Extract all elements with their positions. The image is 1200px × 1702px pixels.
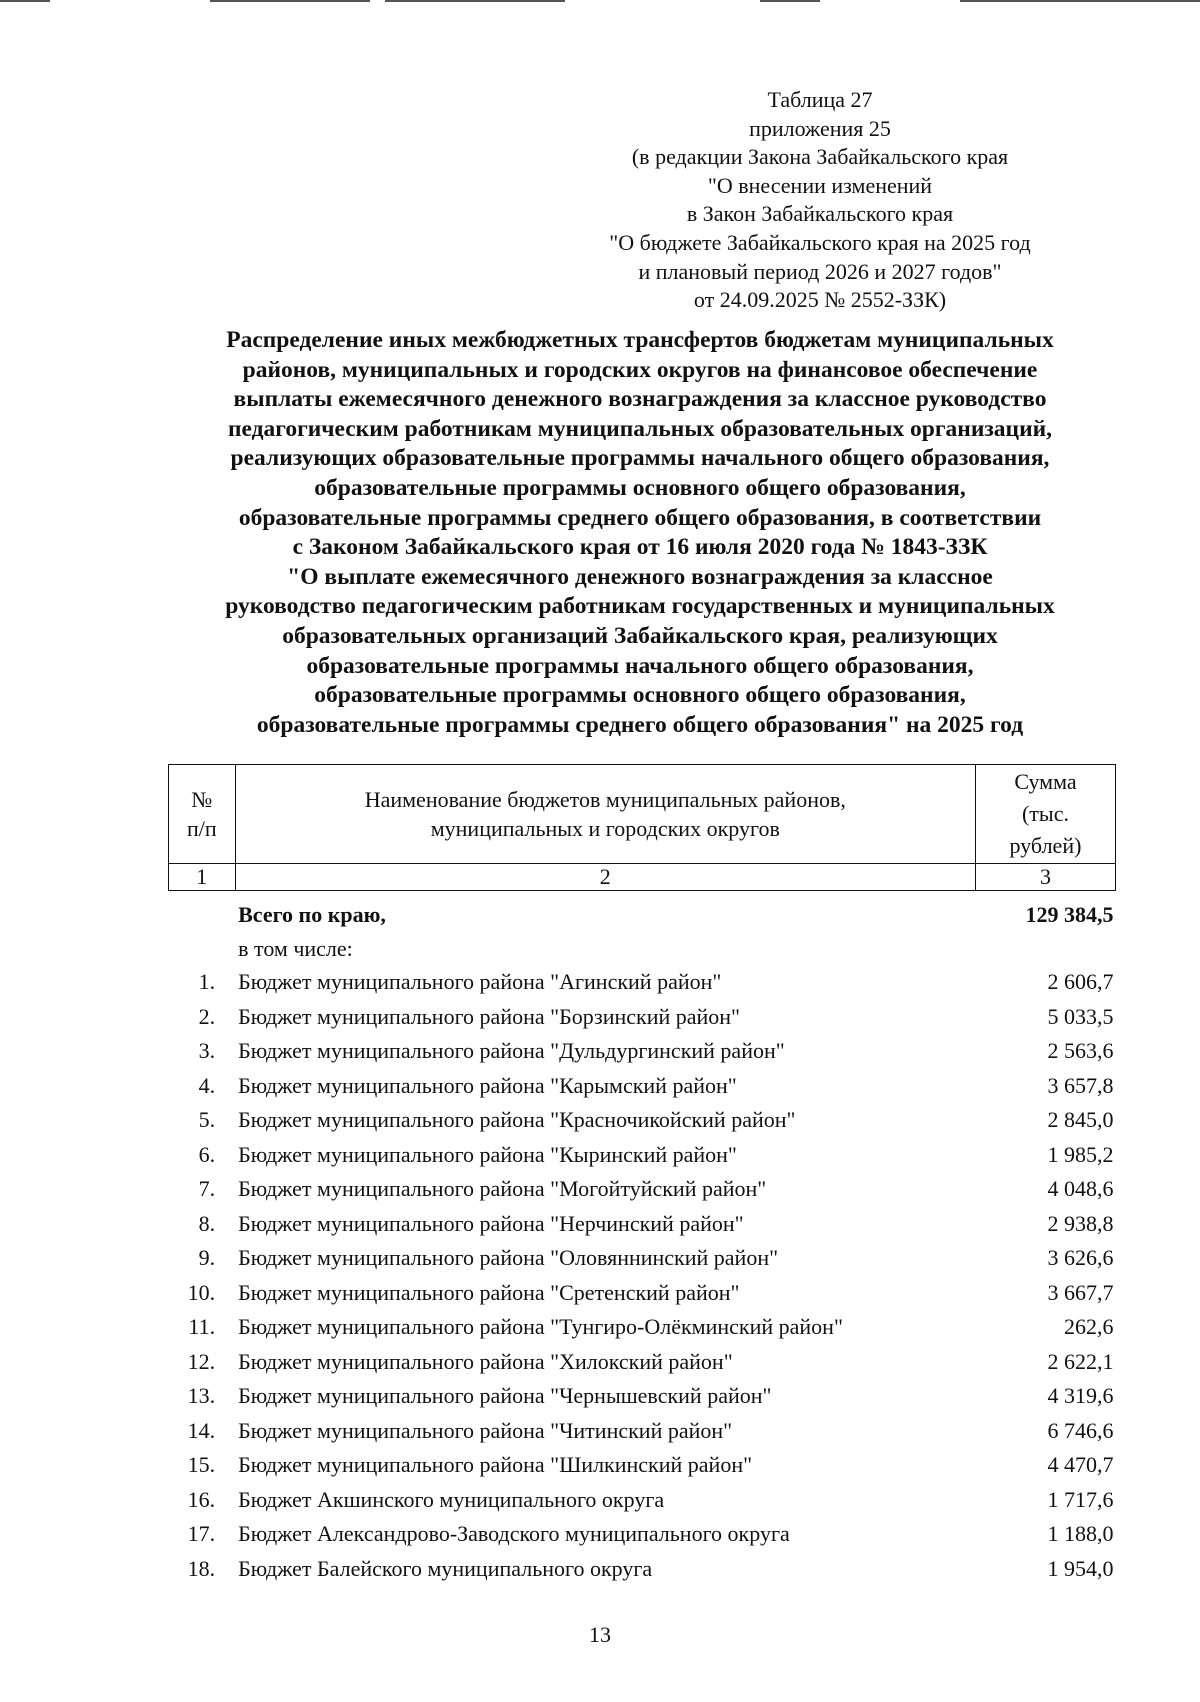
- row-number: 15.: [187, 1452, 216, 1477]
- row-budget-name: Бюджет муниципального района "Оловяннинский район": [238, 1245, 779, 1270]
- row-number: 16.: [187, 1486, 216, 1512]
- row-budget-name: Бюджет муниципального района "Агинский район": [238, 969, 722, 994]
- title-line: образовательные программы среднего общего образования" на 2025 год: [256, 711, 1024, 738]
- table-header-row: [169, 765, 1116, 864]
- table-row: [169, 1310, 1116, 1345]
- column-header-number-line2: п/п: [186, 816, 217, 841]
- row-budget-name: Бюджет муниципального района "Борзинский район": [238, 1003, 741, 1029]
- row-amount: 6 746,6: [1047, 1417, 1114, 1443]
- row-amount: 4 470,7: [1047, 1452, 1114, 1477]
- budget-distribution-table: [168, 764, 1116, 1586]
- subtotal-row: [169, 933, 1116, 965]
- header-line: "О бюджете Забайкальского края на 2025 год: [609, 229, 1031, 255]
- row-number: 3.: [198, 1038, 216, 1063]
- table-row: [169, 1069, 1116, 1104]
- row-budget-name: Бюджет Акшинского муниципального округа: [238, 1486, 665, 1512]
- row-number: 9.: [198, 1245, 216, 1270]
- row-amount: 2 845,0: [1047, 1107, 1114, 1132]
- column-number-2: 2: [235, 864, 975, 891]
- table-row: [169, 1000, 1116, 1035]
- total-amount: 129 384,5: [1025, 902, 1114, 927]
- row-number: 10.: [187, 1279, 216, 1305]
- row-amount: 2 606,7: [1047, 969, 1114, 994]
- header-line: и плановый период 2026 и 2027 годов": [638, 258, 1002, 284]
- row-amount: 5 033,5: [1047, 1003, 1114, 1029]
- row-number: 2.: [198, 1003, 216, 1029]
- row-budget-name: Бюджет муниципального района "Кыринский район": [238, 1141, 737, 1167]
- row-budget-name: Бюджет муниципального района "Нерчинский район": [238, 1210, 744, 1236]
- header-line: "О внесении изменений: [707, 172, 933, 198]
- header-line: от 24.09.2025 № 2552-ЗЗК): [693, 287, 947, 313]
- row-number: 11.: [188, 1314, 216, 1339]
- column-header-number-line1: №: [191, 787, 213, 812]
- column-numbers-row: [169, 864, 1116, 891]
- scan-artifact: [0, 0, 50, 2]
- column-header-number: [169, 765, 236, 864]
- row-budget-name: Бюджет муниципального района "Хилокский район": [238, 1348, 733, 1374]
- header-line: (в редакции Закона Забайкальского края: [631, 144, 1009, 170]
- row-amount: 3 667,7: [1047, 1279, 1114, 1305]
- row-budget-name: Бюджет муниципального района "Сретенский район": [238, 1279, 740, 1305]
- row-budget-name: Бюджет муниципального района "Карымский район": [238, 1072, 737, 1098]
- table-row: [169, 1276, 1116, 1311]
- title-line: с Законом Забайкальского края от 16 июля 2020 года № 1843-ЗЗК: [292, 534, 988, 561]
- title-line: выплаты ежемесячного денежного вознаграждения за классное руководство: [233, 386, 1047, 413]
- table-row: [169, 1345, 1116, 1380]
- table-row: [169, 1034, 1116, 1069]
- column-header-sum-line1: Сумма: [1014, 769, 1077, 794]
- row-number: 17.: [187, 1521, 216, 1546]
- column-header-sum-line3: рублей): [1009, 833, 1082, 858]
- row-number: 14.: [187, 1417, 216, 1443]
- title-line: образовательные программы основного общего образования,: [314, 682, 966, 709]
- column-header-name: [235, 765, 975, 864]
- subtotal-amount-cell: [975, 933, 1115, 965]
- title-line: районов, муниципальных и городских округов на финансовое обеспечение: [242, 356, 1038, 383]
- row-number: 7.: [198, 1176, 216, 1201]
- scan-artifact: [210, 0, 370, 2]
- header-line: Таблица 27: [767, 87, 873, 112]
- subtotal-num-cell: [169, 933, 236, 965]
- row-number: 5.: [198, 1107, 216, 1132]
- row-number: 13.: [187, 1383, 216, 1408]
- title-line: образовательные программы основного общего образования,: [314, 474, 966, 501]
- row-number: 1.: [198, 969, 216, 994]
- subtotal-label: в том числе:: [238, 936, 353, 961]
- row-number: 8.: [198, 1210, 216, 1236]
- table-row: [169, 1448, 1116, 1483]
- page-number: 13: [589, 1622, 611, 1647]
- table-row: [169, 1103, 1116, 1138]
- table-row: [169, 1172, 1116, 1207]
- row-budget-name: Бюджет Балейского муниципального округа: [238, 1555, 653, 1581]
- table-row: [169, 1138, 1116, 1173]
- row-number: 18.: [187, 1555, 216, 1581]
- table-row: [169, 1414, 1116, 1449]
- table-row: [169, 1517, 1116, 1552]
- row-budget-name: Бюджет муниципального района "Чернышевский район": [238, 1383, 772, 1408]
- row-amount: 4 048,6: [1047, 1176, 1114, 1201]
- document-header: [560, 86, 1080, 315]
- title-line: "О выплате ежемесячного денежного вознаграждения за классное: [287, 563, 993, 590]
- title-line: педагогическим работникам муниципальных образовательных организаций,: [227, 415, 1053, 442]
- row-amount: 2 938,8: [1047, 1210, 1114, 1236]
- row-amount: 2 622,1: [1047, 1348, 1114, 1374]
- document-title: [150, 326, 1130, 740]
- scan-artifact: [385, 0, 565, 2]
- row-amount: 1 985,2: [1047, 1141, 1114, 1167]
- row-budget-name: Бюджет муниципального района "Могойтуйский район": [238, 1176, 767, 1201]
- table-row: [169, 1552, 1116, 1587]
- column-number-3: 3: [975, 864, 1115, 891]
- row-amount: 262,6: [1064, 1314, 1114, 1339]
- column-header-name-line2: муниципальных и городских округов: [430, 816, 780, 841]
- table-row: [169, 1379, 1116, 1414]
- column-number-1: 1: [169, 864, 236, 891]
- column-header-name-line1: Наименование бюджетов муниципальных районов,: [364, 787, 846, 812]
- row-amount: 3 657,8: [1047, 1072, 1114, 1098]
- row-number: 4.: [198, 1072, 216, 1098]
- total-label: Всего по краю,: [238, 902, 386, 927]
- row-budget-name: Бюджет муниципального района "Шилкинский район": [238, 1452, 753, 1477]
- row-amount: 1 188,0: [1047, 1521, 1114, 1546]
- row-budget-name: Бюджет Александрово-Заводского муниципального округа: [238, 1521, 790, 1546]
- title-line: Распределение иных межбюджетных трансфертов бюджетам муниципальных: [226, 327, 1054, 353]
- row-budget-name: Бюджет муниципального района "Дульдургинский район": [238, 1038, 785, 1063]
- title-line: образовательные программы начального общего образования,: [306, 652, 974, 679]
- table-row: [169, 965, 1116, 1000]
- total-num-cell: [169, 897, 236, 933]
- row-amount: 3 626,6: [1047, 1245, 1114, 1270]
- table-row: [169, 1483, 1116, 1518]
- scan-artifact: [760, 0, 820, 2]
- table-row: [169, 1207, 1116, 1242]
- table-row: [169, 1241, 1116, 1276]
- row-amount: 1 717,6: [1047, 1486, 1114, 1512]
- title-line: руководство педагогическим работникам государственных и муниципальных: [225, 593, 1055, 620]
- row-budget-name: Бюджет муниципального района "Тунгиро-Олёкминский район": [238, 1314, 843, 1339]
- row-budget-name: Бюджет муниципального района "Красночикойский район": [238, 1107, 796, 1132]
- total-row: [169, 897, 1116, 933]
- header-line: в Закон Забайкальского края: [686, 201, 954, 227]
- row-number: 12.: [187, 1348, 216, 1374]
- row-amount: 1 954,0: [1047, 1555, 1114, 1581]
- column-header-sum-line2: (тыс.: [1021, 801, 1069, 826]
- title-line: реализующих образовательные программы начального общего образования,: [230, 445, 1050, 472]
- scan-artifact: [960, 0, 1200, 2]
- header-line: приложения 25: [749, 115, 891, 141]
- row-amount: 4 319,6: [1047, 1383, 1114, 1408]
- title-line: образовательных организаций Забайкальского края, реализующих: [282, 622, 998, 649]
- row-amount: 2 563,6: [1047, 1038, 1114, 1063]
- row-number: 6.: [198, 1141, 216, 1167]
- column-header-sum: [975, 765, 1115, 864]
- title-line: образовательные программы среднего общего образования, в соответствии: [238, 504, 1042, 531]
- row-budget-name: Бюджет муниципального района "Читинский район": [238, 1417, 733, 1443]
